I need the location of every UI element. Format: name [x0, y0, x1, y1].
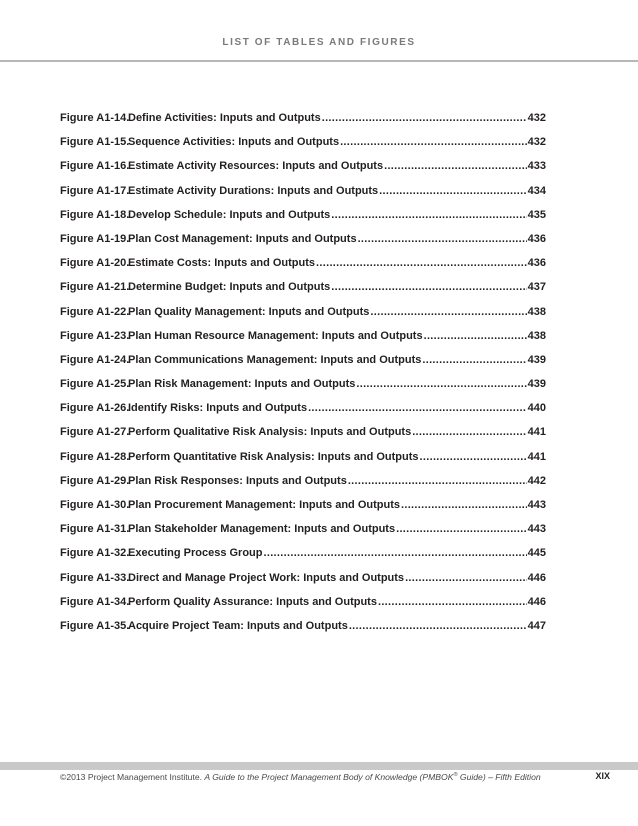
figure-page-number: 438: [527, 305, 546, 318]
figure-number: Figure A1-34.: [60, 595, 130, 608]
figure-page-number: 436: [527, 232, 546, 245]
toc-entry[interactable]: [60, 475, 546, 499]
figure-number: Figure A1-24.: [60, 353, 130, 366]
dot-leader: [401, 499, 527, 511]
dot-leader: [308, 402, 527, 414]
figure-page-number: 441: [527, 450, 546, 463]
figure-number: Figure A1-31.: [60, 523, 130, 536]
figure-page-number: 434: [527, 184, 546, 197]
figure-page-number: 437: [527, 281, 546, 294]
figure-number: Figure A1-14.: [60, 112, 130, 124]
figure-number: Figure A1-17.: [60, 184, 130, 197]
figure-number: Figure A1-33.: [60, 571, 130, 584]
figure-list: [60, 112, 546, 644]
dot-leader: [405, 572, 527, 584]
dot-leader: [424, 330, 527, 342]
toc-entry[interactable]: [60, 354, 546, 378]
figure-number: Figure A1-18.: [60, 208, 130, 221]
figure-title: Estimate Activity Resources: Inputs and Outputs: [128, 160, 384, 173]
figure-title: Plan Procurement Management: Inputs and Outputs: [128, 499, 400, 511]
figure-title: Direct and Manage Project Work: Inputs and Outputs: [128, 571, 405, 584]
dot-leader: [358, 233, 527, 245]
dot-leader: [340, 136, 527, 148]
copyright-notice: ©2013 Project Management Institute.: [60, 772, 203, 782]
figure-title: Plan Risk Responses: Inputs and Outputs: [128, 474, 347, 487]
figure-page-number: 442: [527, 474, 546, 487]
figure-number: Figure A1-19.: [60, 232, 130, 245]
toc-entry[interactable]: [60, 306, 546, 330]
figure-title: Identify Risks: Inputs and Outputs: [128, 402, 308, 415]
book-title: A Guide to the Project Management Body of Knowledge (PMBOK® Guide) – Fifth Edition: [204, 772, 541, 782]
dot-leader: [331, 209, 526, 221]
figure-title: Plan Cost Management: Inputs and Outputs: [128, 232, 357, 245]
footer-copyright: [60, 772, 541, 782]
figure-title: Define Activities: Inputs and Outputs: [128, 112, 321, 124]
toc-entry[interactable]: [60, 426, 546, 450]
toc-entry[interactable]: [60, 596, 546, 620]
toc-entry[interactable]: [60, 378, 546, 402]
toc-entry[interactable]: [60, 330, 546, 354]
figure-title: Determine Budget: Inputs and Outputs: [128, 281, 331, 294]
figure-page-number: 441: [527, 426, 546, 439]
figure-page-number: 438: [527, 329, 546, 342]
toc-entry[interactable]: [60, 136, 546, 160]
toc-entry[interactable]: [60, 185, 546, 209]
registered-mark: ®: [453, 772, 458, 779]
figure-title: Plan Human Resource Management: Inputs and Outputs: [128, 329, 423, 342]
figure-number: Figure A1-27.: [60, 426, 130, 439]
dot-leader: [356, 378, 526, 390]
figure-title: Perform Quality Assurance: Inputs and Outputs: [128, 595, 377, 608]
toc-entry[interactable]: [60, 160, 546, 184]
figure-number: Figure A1-16.: [60, 160, 130, 173]
figure-number: Figure A1-20.: [60, 257, 130, 270]
figure-title: Estimate Activity Durations: Inputs and Outputs: [128, 184, 379, 197]
figure-page-number: 435: [527, 208, 546, 221]
dot-leader: [378, 596, 527, 608]
figure-page-number: 432: [527, 136, 546, 149]
figure-page-number: 445: [527, 547, 546, 560]
figure-page-number: 447: [527, 619, 546, 632]
toc-entry[interactable]: [60, 547, 546, 571]
figure-number: Figure A1-22.: [60, 305, 130, 318]
dot-leader: [396, 523, 527, 535]
figure-page-number: 440: [527, 402, 546, 415]
figure-page-number: 432: [527, 112, 546, 124]
header-rule: [0, 60, 638, 62]
figure-page-number: 433: [527, 160, 546, 173]
dot-leader: [370, 306, 526, 318]
toc-entry[interactable]: [60, 257, 546, 281]
dot-leader: [322, 112, 527, 124]
running-header: LIST OF TABLES AND FIGURES: [222, 37, 416, 48]
figure-number: Figure A1-32.: [60, 547, 130, 560]
toc-entry[interactable]: [60, 281, 546, 305]
figure-number: Figure A1-30.: [60, 499, 130, 511]
dot-leader: [331, 281, 526, 293]
figure-title: Develop Schedule: Inputs and Outputs: [128, 208, 331, 221]
figure-page-number: 443: [527, 523, 546, 536]
figure-number: Figure A1-29.: [60, 474, 130, 487]
figure-title: Perform Qualitative Risk Analysis: Inputs and Outputs: [128, 426, 412, 439]
figure-number: Figure A1-23.: [60, 329, 130, 342]
toc-entry[interactable]: [60, 402, 546, 426]
figure-number: Figure A1-26.: [60, 402, 130, 415]
figure-number: Figure A1-15.: [60, 136, 130, 149]
figure-title: Executing Process Group: [128, 547, 263, 560]
dot-leader: [348, 475, 527, 487]
dot-leader: [412, 426, 526, 438]
toc-entry[interactable]: [60, 523, 546, 547]
figure-title: Perform Quantitative Risk Analysis: Inputs and Outputs: [128, 450, 419, 463]
footer-rule: [0, 762, 638, 770]
figure-page-number: 446: [527, 595, 546, 608]
figure-page-number: 439: [527, 378, 546, 391]
figure-title: Acquire Project Team: Inputs and Outputs: [128, 619, 348, 632]
figure-title: Plan Communications Management: Inputs and Outputs: [128, 353, 422, 366]
dot-leader: [420, 451, 527, 463]
toc-entry[interactable]: [60, 451, 546, 475]
dot-leader: [384, 160, 527, 172]
figure-page-number: 443: [527, 499, 546, 511]
dot-leader: [379, 185, 526, 197]
toc-entry[interactable]: [60, 499, 546, 523]
figure-title: Sequence Activities: Inputs and Outputs: [128, 136, 340, 149]
figure-number: Figure A1-25.: [60, 378, 130, 391]
figure-title: Plan Quality Management: Inputs and Outputs: [128, 305, 370, 318]
dot-leader: [422, 354, 526, 366]
figure-number: Figure A1-28.: [60, 450, 130, 463]
toc-entry[interactable]: [60, 233, 546, 257]
figure-number: Figure A1-21.: [60, 281, 130, 294]
figure-title: Estimate Costs: Inputs and Outputs: [128, 257, 316, 270]
figure-title: Plan Risk Management: Inputs and Outputs: [128, 378, 356, 391]
figure-title: Plan Stakeholder Management: Inputs and Outputs: [128, 523, 396, 536]
toc-entry[interactable]: [60, 572, 546, 596]
toc-entry[interactable]: [60, 209, 546, 233]
toc-entry[interactable]: [60, 620, 546, 644]
dot-leader: [316, 257, 527, 269]
toc-entry[interactable]: [60, 112, 546, 136]
dot-leader: [263, 547, 526, 559]
dot-leader: [349, 620, 527, 632]
page-number: XIX: [595, 771, 610, 781]
figure-page-number: 446: [527, 571, 546, 584]
figure-number: Figure A1-35.: [60, 619, 130, 632]
figure-page-number: 436: [527, 257, 546, 270]
figure-page-number: 439: [527, 353, 546, 366]
